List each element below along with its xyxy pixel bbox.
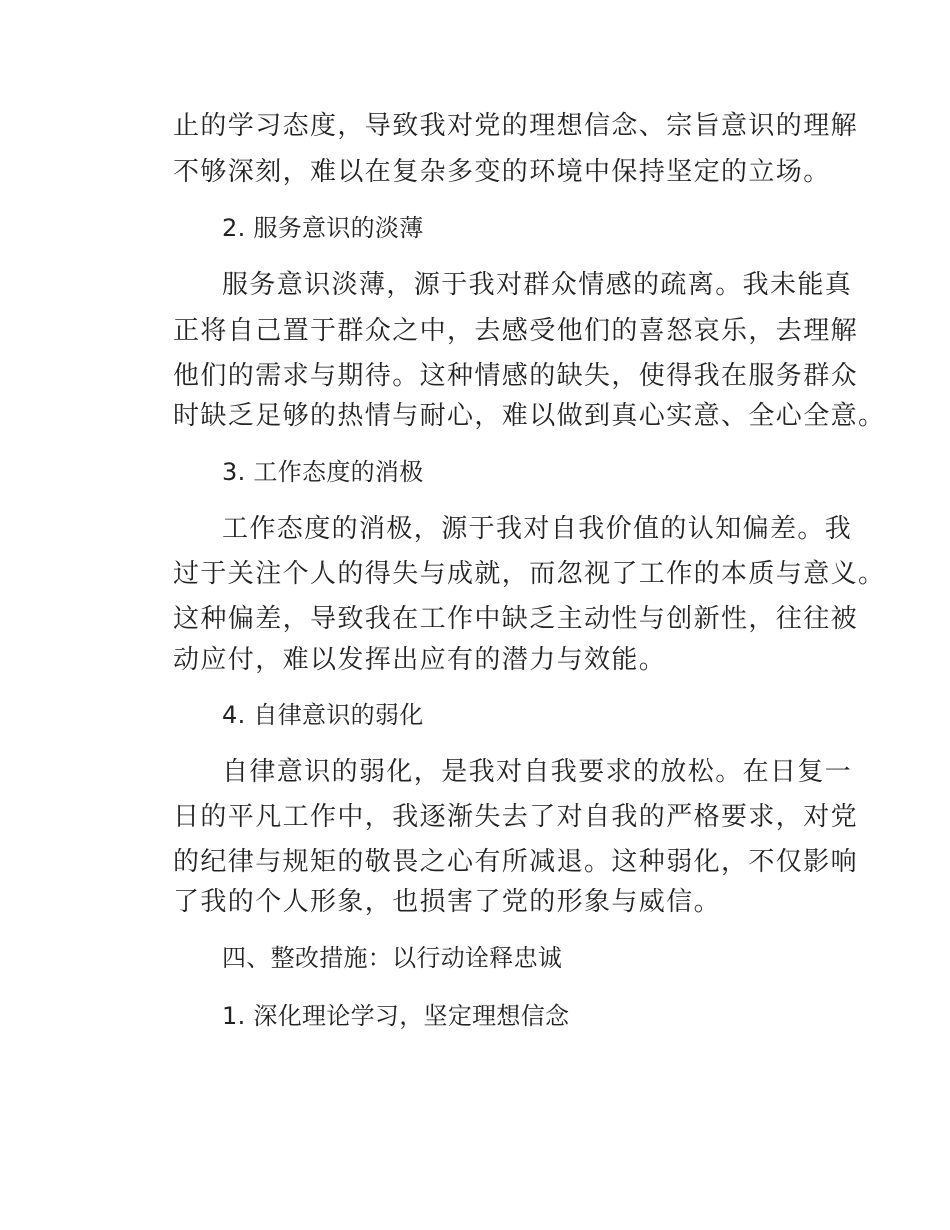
paragraph-line: 过于关注个人的得失与成就，而忽视了工作的本质与意义。	[173, 559, 886, 589]
paragraph-line: 他们的需求与期待。这种情感的缺失，使得我在服务群众	[173, 361, 859, 391]
paragraph-line: 的纪律与规矩的敬畏之心有所减退。这种弱化，不仅影响	[173, 847, 859, 877]
paragraph-line: 自律意识的弱化，是我对自我要求的放松。在日复一	[222, 757, 853, 787]
section-heading-4: 四、整改措施：以行动诠释忠诚	[222, 944, 563, 972]
subheading-4: 4. 自律意识的弱化	[222, 701, 424, 729]
subheading-4-1: 1. 深化理论学习，坚定理想信念	[222, 1002, 570, 1030]
paragraph-line: 了我的个人形象，也损害了党的形象与威信。	[173, 887, 722, 917]
paragraph-line: 不够深刻，难以在复杂多变的环境中保持坚定的立场。	[173, 157, 831, 187]
paragraph-line: 动应付，难以发挥出应有的潜力与效能。	[173, 645, 667, 675]
subheading-2: 2. 服务意识的淡薄	[222, 214, 424, 242]
subheading-3: 3. 工作态度的消极	[222, 458, 424, 486]
paragraph-line: 服务意识淡薄，源于我对群众情感的疏离。我未能真	[222, 270, 853, 300]
paragraph-line: 时缺乏足够的热情与耐心，难以做到真心实意、全心全意。	[173, 401, 886, 431]
paragraph-line: 正将自己置于群众之中，去感受他们的喜怒哀乐，去理解	[173, 316, 859, 346]
paragraph-line: 这种偏差，导致我在工作中缺乏主动性与创新性，往往被	[173, 604, 859, 634]
paragraph-line: 工作态度的消极，源于我对自我价值的认知偏差。我	[222, 514, 853, 544]
paragraph-line: 日的平凡工作中，我逐渐失去了对自我的严格要求，对党	[173, 802, 859, 832]
paragraph-line: 止的学习态度，导致我对党的理想信念、宗旨意识的理解	[173, 111, 859, 141]
